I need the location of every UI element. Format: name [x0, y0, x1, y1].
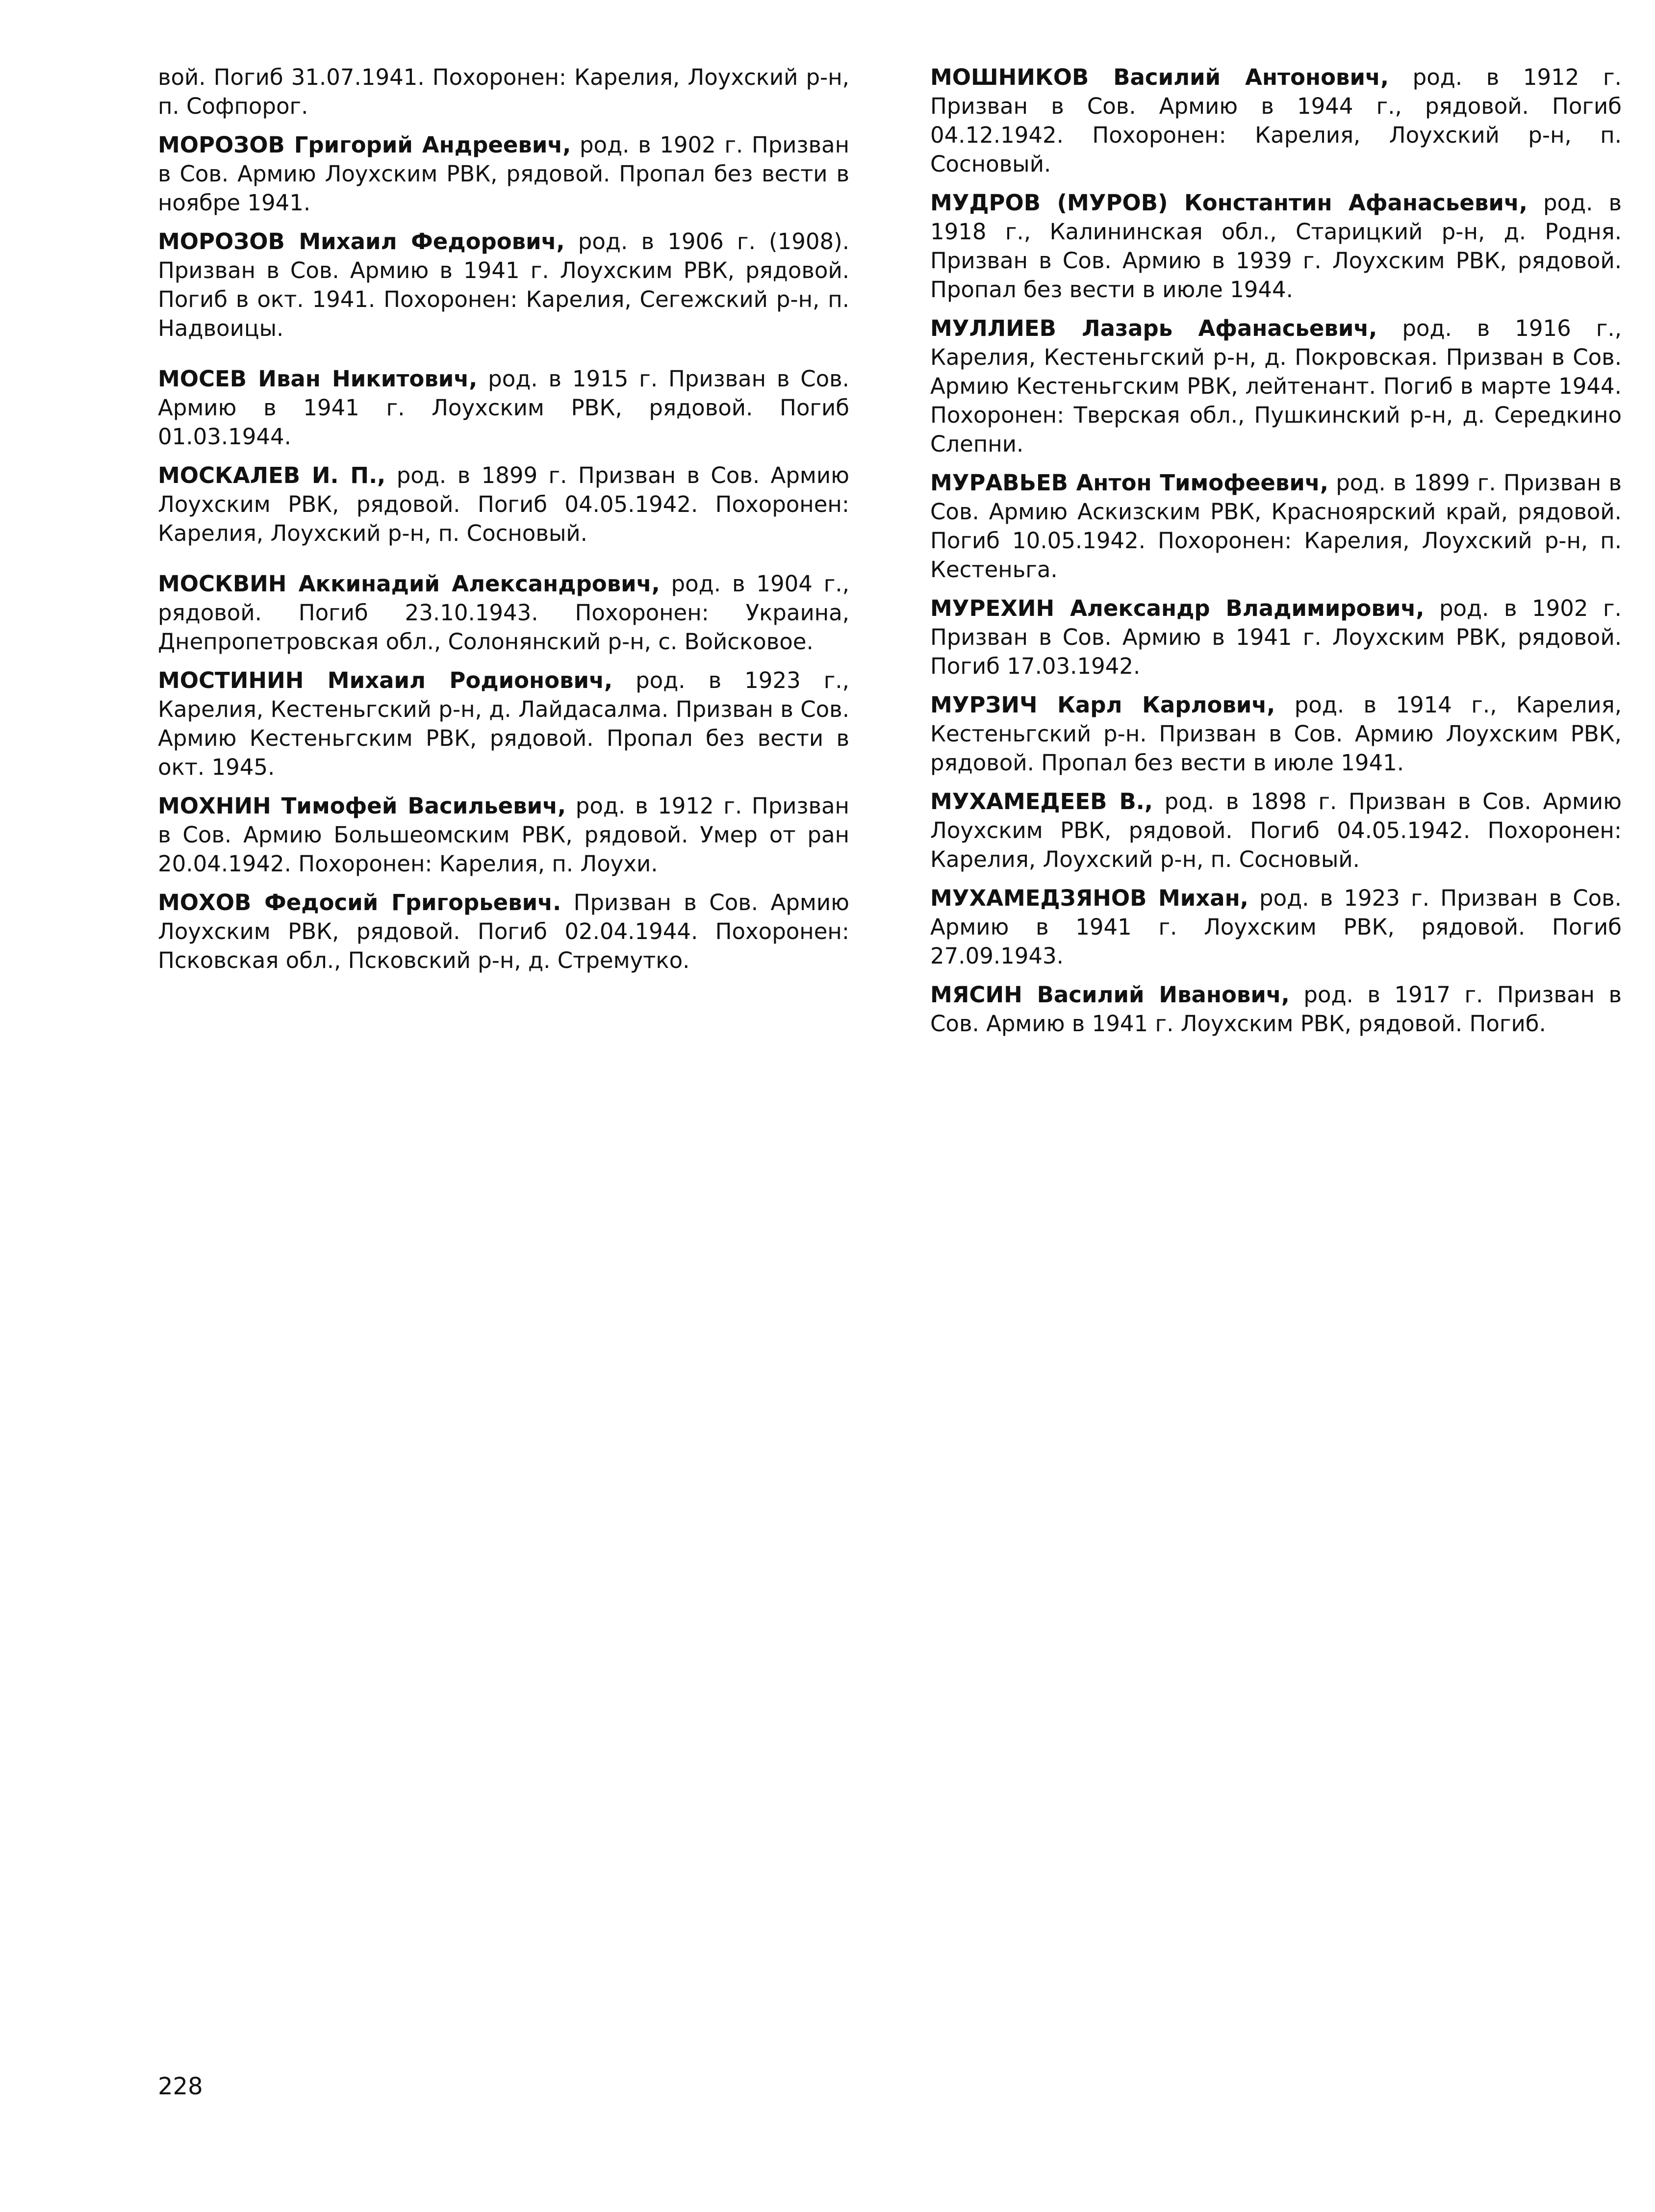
entry-text: род. в 1918 г., Калининская обл., Старицкий р-н, д. Родня. Призван в Сов. Армию в 1939 г. Лоухским РВК, рядовой. Пропал без вести в июле 1944.	[930, 190, 1622, 303]
entry-name: МОСКВИН Аккинадий Александрович,	[158, 571, 660, 597]
entry-text: род. в 1912 г. Призван в Сов. Армию Большеомским РВК, рядовой. Умер от ран 20.04.1942. Похоронен: Карелия, п. Лоухи.	[158, 793, 849, 877]
entry-name: МУХАМЕДЗЯНОВ Михан,	[930, 885, 1248, 911]
entry-murzich	[930, 690, 1622, 777]
entry-continuation	[158, 63, 849, 121]
entry-moskvin	[158, 569, 849, 656]
entry-name: МУРЗИЧ Карл Карлович,	[930, 692, 1275, 718]
entry-morozov-grigoriy	[158, 130, 849, 217]
entry-mostinin	[158, 666, 849, 782]
entry-mukhamedzyanov	[930, 884, 1622, 970]
entry-text: Призван в Сов. Армию Лоухским РВК, рядовой. Погиб 02.04.1944. Похоронен: Псковская обл., Псковский р-н, д. Стремутко.	[158, 890, 849, 973]
entry-morozov-mikhail	[158, 227, 849, 343]
entry-name: МОХНИН Тимофей Васильевич,	[158, 793, 566, 819]
entry-name: МОРОЗОВ Михаил Федорович,	[158, 229, 565, 254]
entry-moskalev	[158, 461, 849, 548]
entry-text: род. в 1914 г., Карелия, Кестеньгский р-н. Призван в Сов. Армию Лоухским РВК, рядовой. Пропал без вести в июле 1941.	[930, 692, 1622, 776]
entry-name: МОРОЗОВ Григорий Андреевич,	[158, 132, 571, 158]
entry-text: род. в 1899 г. Призван в Сов. Армию Аскизским РВК, Красноярский край, рядовой. Погиб 10.05.1942. Похоронен: Карелия, Лоухский р-н, п. Кестеньга.	[930, 470, 1622, 583]
page-number: 228	[158, 2073, 203, 2100]
entry-text: род. в 1912 г. Призван в Сов. Армию в 1944 г., рядовой. Погиб 04.12.1942. Похоронен: Карелия, Лоухский р-н, п. Сосновый.	[930, 64, 1622, 177]
entry-mudrov	[930, 188, 1622, 304]
entry-text: род. в 1923 г. Призван в Сов. Армию в 1941 г. Лоухским РВК, рядовой. Погиб 27.09.1943.	[930, 885, 1622, 969]
entry-name: МУЛЛИЕВ Лазарь Афанасьевич,	[930, 315, 1377, 341]
entry-text: род. в 1906 г. (1908). Призван в Сов. Армию в 1941 г. Лоухским РВК, рядовой. Погиб в окт. 1941. Похоронен: Карелия, Сегежский р-н, п. Надвоицы.	[158, 229, 849, 341]
entry-text: род. в 1915 г. Призван в Сов. Армию в 1941 г. Лоухским РВК, рядовой. Погиб 01.03.1944.	[158, 366, 849, 450]
entry-mokhov	[158, 888, 849, 975]
entry-text: вой. Погиб 31.07.1941. Похоронен: Карелия, Лоухский р-н, п. Софпорог.	[158, 64, 849, 119]
entry-moshnikov	[930, 63, 1622, 178]
entry-name: МОСЕВ Иван Никитович,	[158, 366, 478, 392]
entry-mosev	[158, 364, 849, 451]
entry-name: МУРАВЬЕВ Антон Тимофеевич,	[930, 470, 1328, 496]
entry-name: МУХАМЕДЕЕВ В.,	[930, 788, 1153, 814]
entry-text: род. в 1917 г. Призван в Сов. Армию в 1941 г. Лоухским РВК, рядовой. Погиб.	[930, 982, 1622, 1037]
entry-text: род. в 1916 г., Карелия, Кестеньгский р-н, д. Покровская. Призван в Сов. Армию Кестеньгским РВК, лейтенант. Погиб в марте 1944. Похоронен: Тверская обл., Пушкинский р-н, д. Середкино Слепни.	[930, 315, 1622, 457]
entry-text: род. в 1898 г. Призван в Сов. Армию Лоухским РВК, рядовой. Погиб 04.05.1942. Похоронен: Карелия, Лоухский р-н, п. Сосновый.	[930, 788, 1622, 872]
entry-name: МУДРОВ (МУРОВ) Константин Афанасьевич,	[930, 190, 1528, 216]
entry-name: МОШНИКОВ Василий Антонович,	[930, 64, 1389, 90]
entry-mulliev	[930, 314, 1622, 458]
entry-text: род. в 1923 г., Карелия, Кестеньгский р-н, д. Лайдасалма. Призван в Сов. Армию Кестеньгским РВК, рядовой. Пропал без вести в окт. 1945.	[158, 667, 849, 780]
entry-name: МЯСИН Василий Иванович,	[930, 982, 1290, 1008]
entry-text: род. в 1902 г. Призван в Сов. Армию в 1941 г. Лоухским РВК, рядовой. Погиб 17.03.1942.	[930, 595, 1622, 679]
entry-name: МОСКАЛЕВ И. П.,	[158, 462, 386, 488]
entry-text: род. в 1899 г. Призван в Сов. Армию Лоухским РВК, рядовой. Погиб 04.05.1942. Похоронен: Карелия, Лоухский р-н, п. Сосновый.	[158, 462, 849, 546]
entry-mokhnin	[158, 791, 849, 878]
entry-myasin	[930, 980, 1622, 1038]
left-column	[158, 63, 849, 985]
entry-muravyev	[930, 468, 1622, 584]
entry-text: род. в 1902 г. Призван в Сов. Армию Лоухским РВК, рядовой. Пропал без вести в ноябре 1941.	[158, 132, 849, 216]
entry-mukhamedeev	[930, 787, 1622, 874]
entry-murekhin	[930, 594, 1622, 681]
entry-text: род. в 1904 г., рядовой. Погиб 23.10.1943. Похоронен: Украина, Днепропетровская обл., Солонянский р-н, с. Войсковое.	[158, 571, 849, 655]
entry-name: МУРЕХИН Александр Владимирович,	[930, 595, 1425, 621]
entry-name: МОСТИНИН Михаил Родионович,	[158, 667, 613, 693]
right-column	[930, 63, 1622, 1048]
entry-name: МОХОВ Федосий Григорьевич.	[158, 890, 561, 915]
